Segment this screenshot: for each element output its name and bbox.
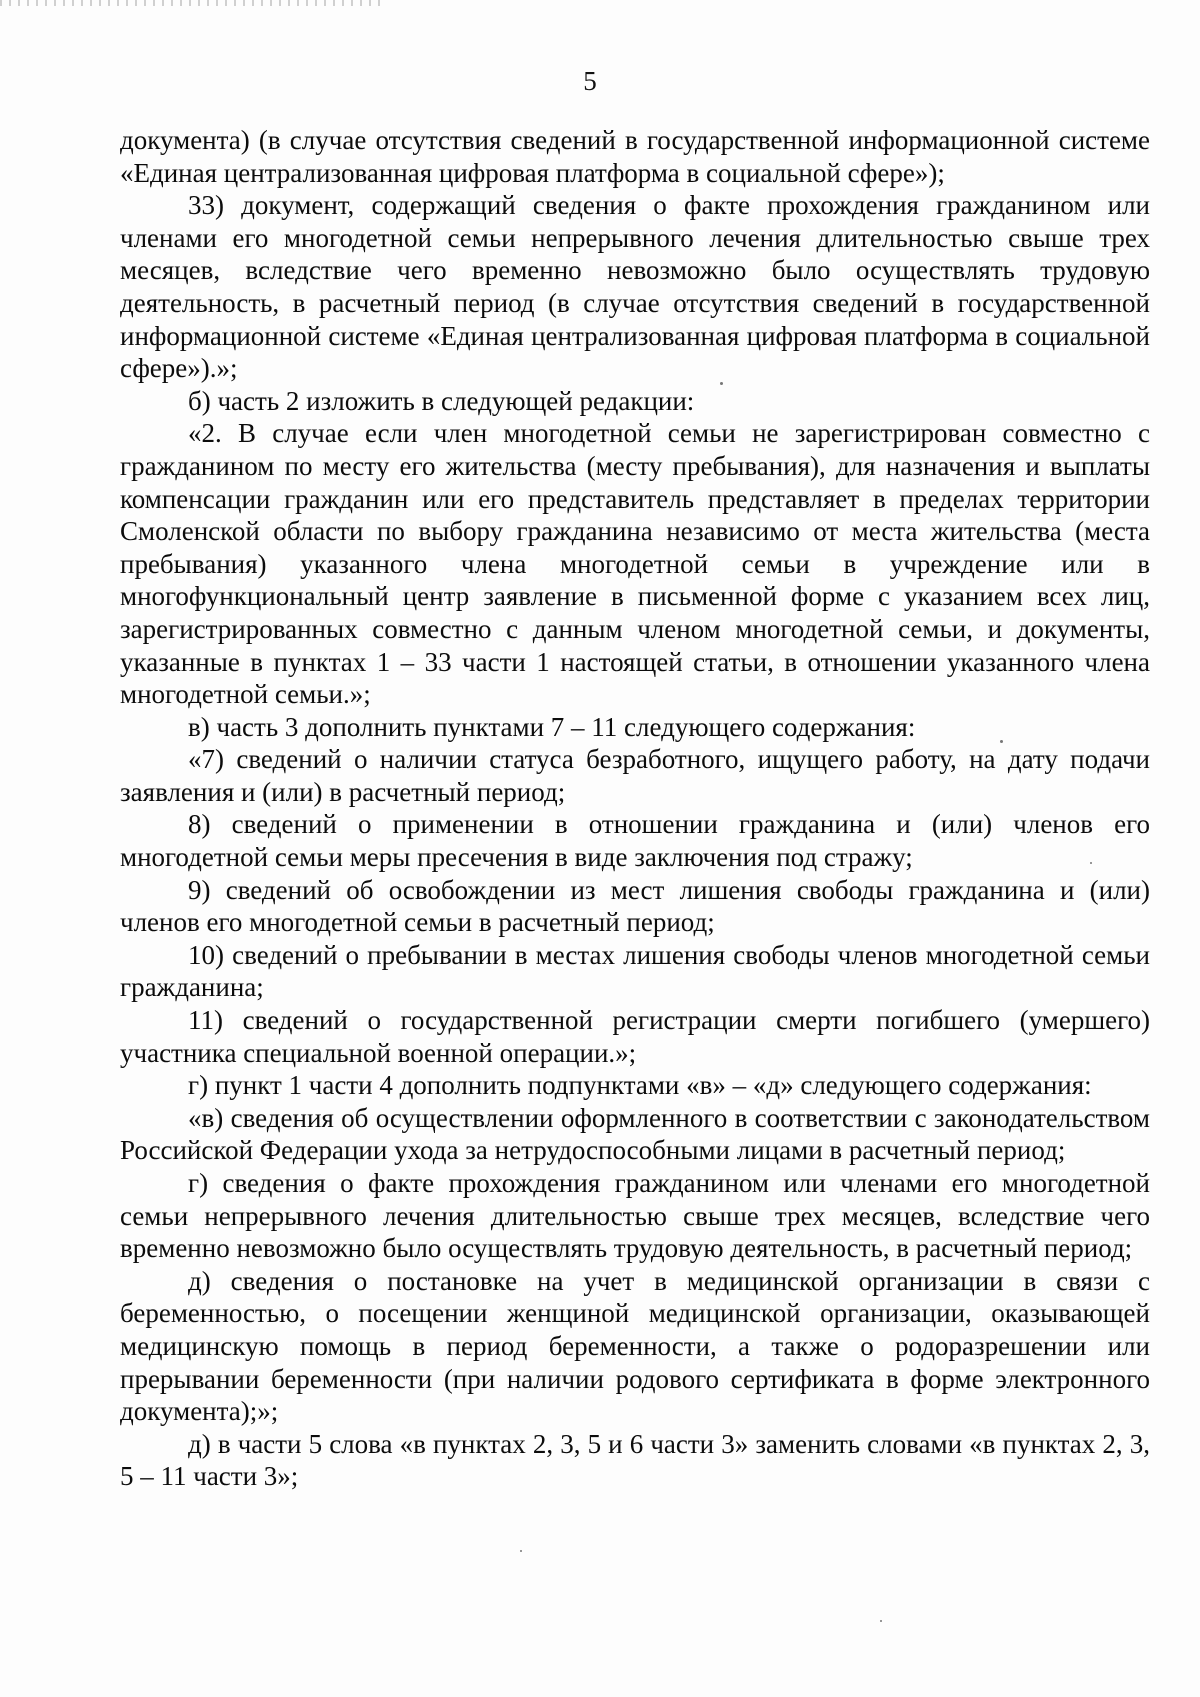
scan-speck	[880, 1620, 882, 1622]
paragraph-item-33: 33) документ, содержащий сведения о факте прохождения гражданином или членами его многодетной семьи непрерывного лечения длительностью свыше трех месяцев, вследствие чего временно невозможно было осуществлять трудовую деятельность, в расчетный период (в случае отсутствия сведений в государственной информационной системе «Единая централизованная цифровая платформа в социальной сфере»).»;	[120, 190, 1150, 384]
paragraph-continuation: документа) (в случае отсутствия сведений в государственной информационной системе «Единая централизованная цифровая платформа в социальной сфере»);	[120, 125, 1150, 188]
paragraph-item-9: 9) сведений об освобождении из мест лишения свободы гражданина и (или) членов его многодетной семьи в расчетный период;	[120, 874, 1150, 938]
scan-speck	[1000, 740, 1003, 743]
document-body	[120, 124, 1150, 1493]
scan-speck	[1090, 862, 1092, 864]
paragraph-item-10: 10) сведений о пребывании в местах лишения свободы членов многодетной семьи гражданина;	[120, 939, 1150, 1003]
paragraph-part-2-text: «2. В случае если член многодетной семьи не зарегистрирован совместно с гражданином по месту его жительства (месту пребывания), для назначения и выплаты компенсации гражданин или его представитель представляет в пределах территории Смоленской области по выбору гражданина независимо от места жительства (места пребывания) указанного члена многодетной семьи в учреждение или в многофункциональный центр заявление в письменной форме с указанием всех лиц, зарегистрированных совместно с данным членом многодетной семьи, и документы, указанные в пунктах 1 – 33 части 1 настоящей статьи, в отношении указанного члена многодетной семьи.»;	[120, 418, 1150, 710]
paragraph-amend-d: д) в части 5 слова «в пунктах 2, 3, 5 и 6 части 3» заменить словами «в пунктах 2, 3, 5 – 11 части 3»;	[120, 1428, 1150, 1492]
paragraph-subitem-v: «в) сведения об осуществлении оформленного в соответствии с законодательством Российской Федерации ухода за нетрудоспособными лицами в расчетный период;	[120, 1102, 1150, 1166]
paragraph-item-8: 8) сведений о применении в отношении гражданина и (или) членов его многодетной семьи меры пресечения в виде заключения под стражу;	[120, 809, 1150, 873]
paragraph-subitem-g: г) сведения о факте прохождения гражданином или членами его многодетной семьи непрерывного лечения длительностью свыше трех месяцев, вследствие чего временно невозможно было осуществлять трудовую деятельность, в расчетный период;	[120, 1168, 1150, 1264]
paragraph-amend-g: г) пункт 1 части 4 дополнить подпунктами «в» – «д» следующего содержания:	[188, 1070, 1092, 1101]
page-number: 5	[583, 66, 597, 96]
paragraph-item-11: 11) сведений о государственной регистрации смерти погибшего (умершего) участника специальной военной операции.»;	[120, 1005, 1150, 1068]
scan-noise	[0, 0, 380, 6]
scan-speck	[520, 1550, 522, 1552]
scan-speck	[720, 382, 723, 385]
paragraph-subitem-d: д) сведения о постановке на учет в медицинской организации в связи с беременностью, о посещении женщиной медицинской организации, оказывающей медицинскую помощь в период беременности, а также о родоразрешении или прерывании беременности (при наличии родового сертификата в форме электронного документа);»;	[120, 1265, 1150, 1427]
paragraph-item-7: «7) сведений о наличии статуса безработного, ищущего работу, на дату подачи заявления и (или) в расчетный период;	[120, 744, 1150, 807]
paragraph-amend-v: в) часть 3 дополнить пунктами 7 – 11 следующего содержания:	[188, 711, 916, 742]
paragraph-amend-b: б) часть 2 изложить в следующей редакции:	[188, 385, 695, 416]
